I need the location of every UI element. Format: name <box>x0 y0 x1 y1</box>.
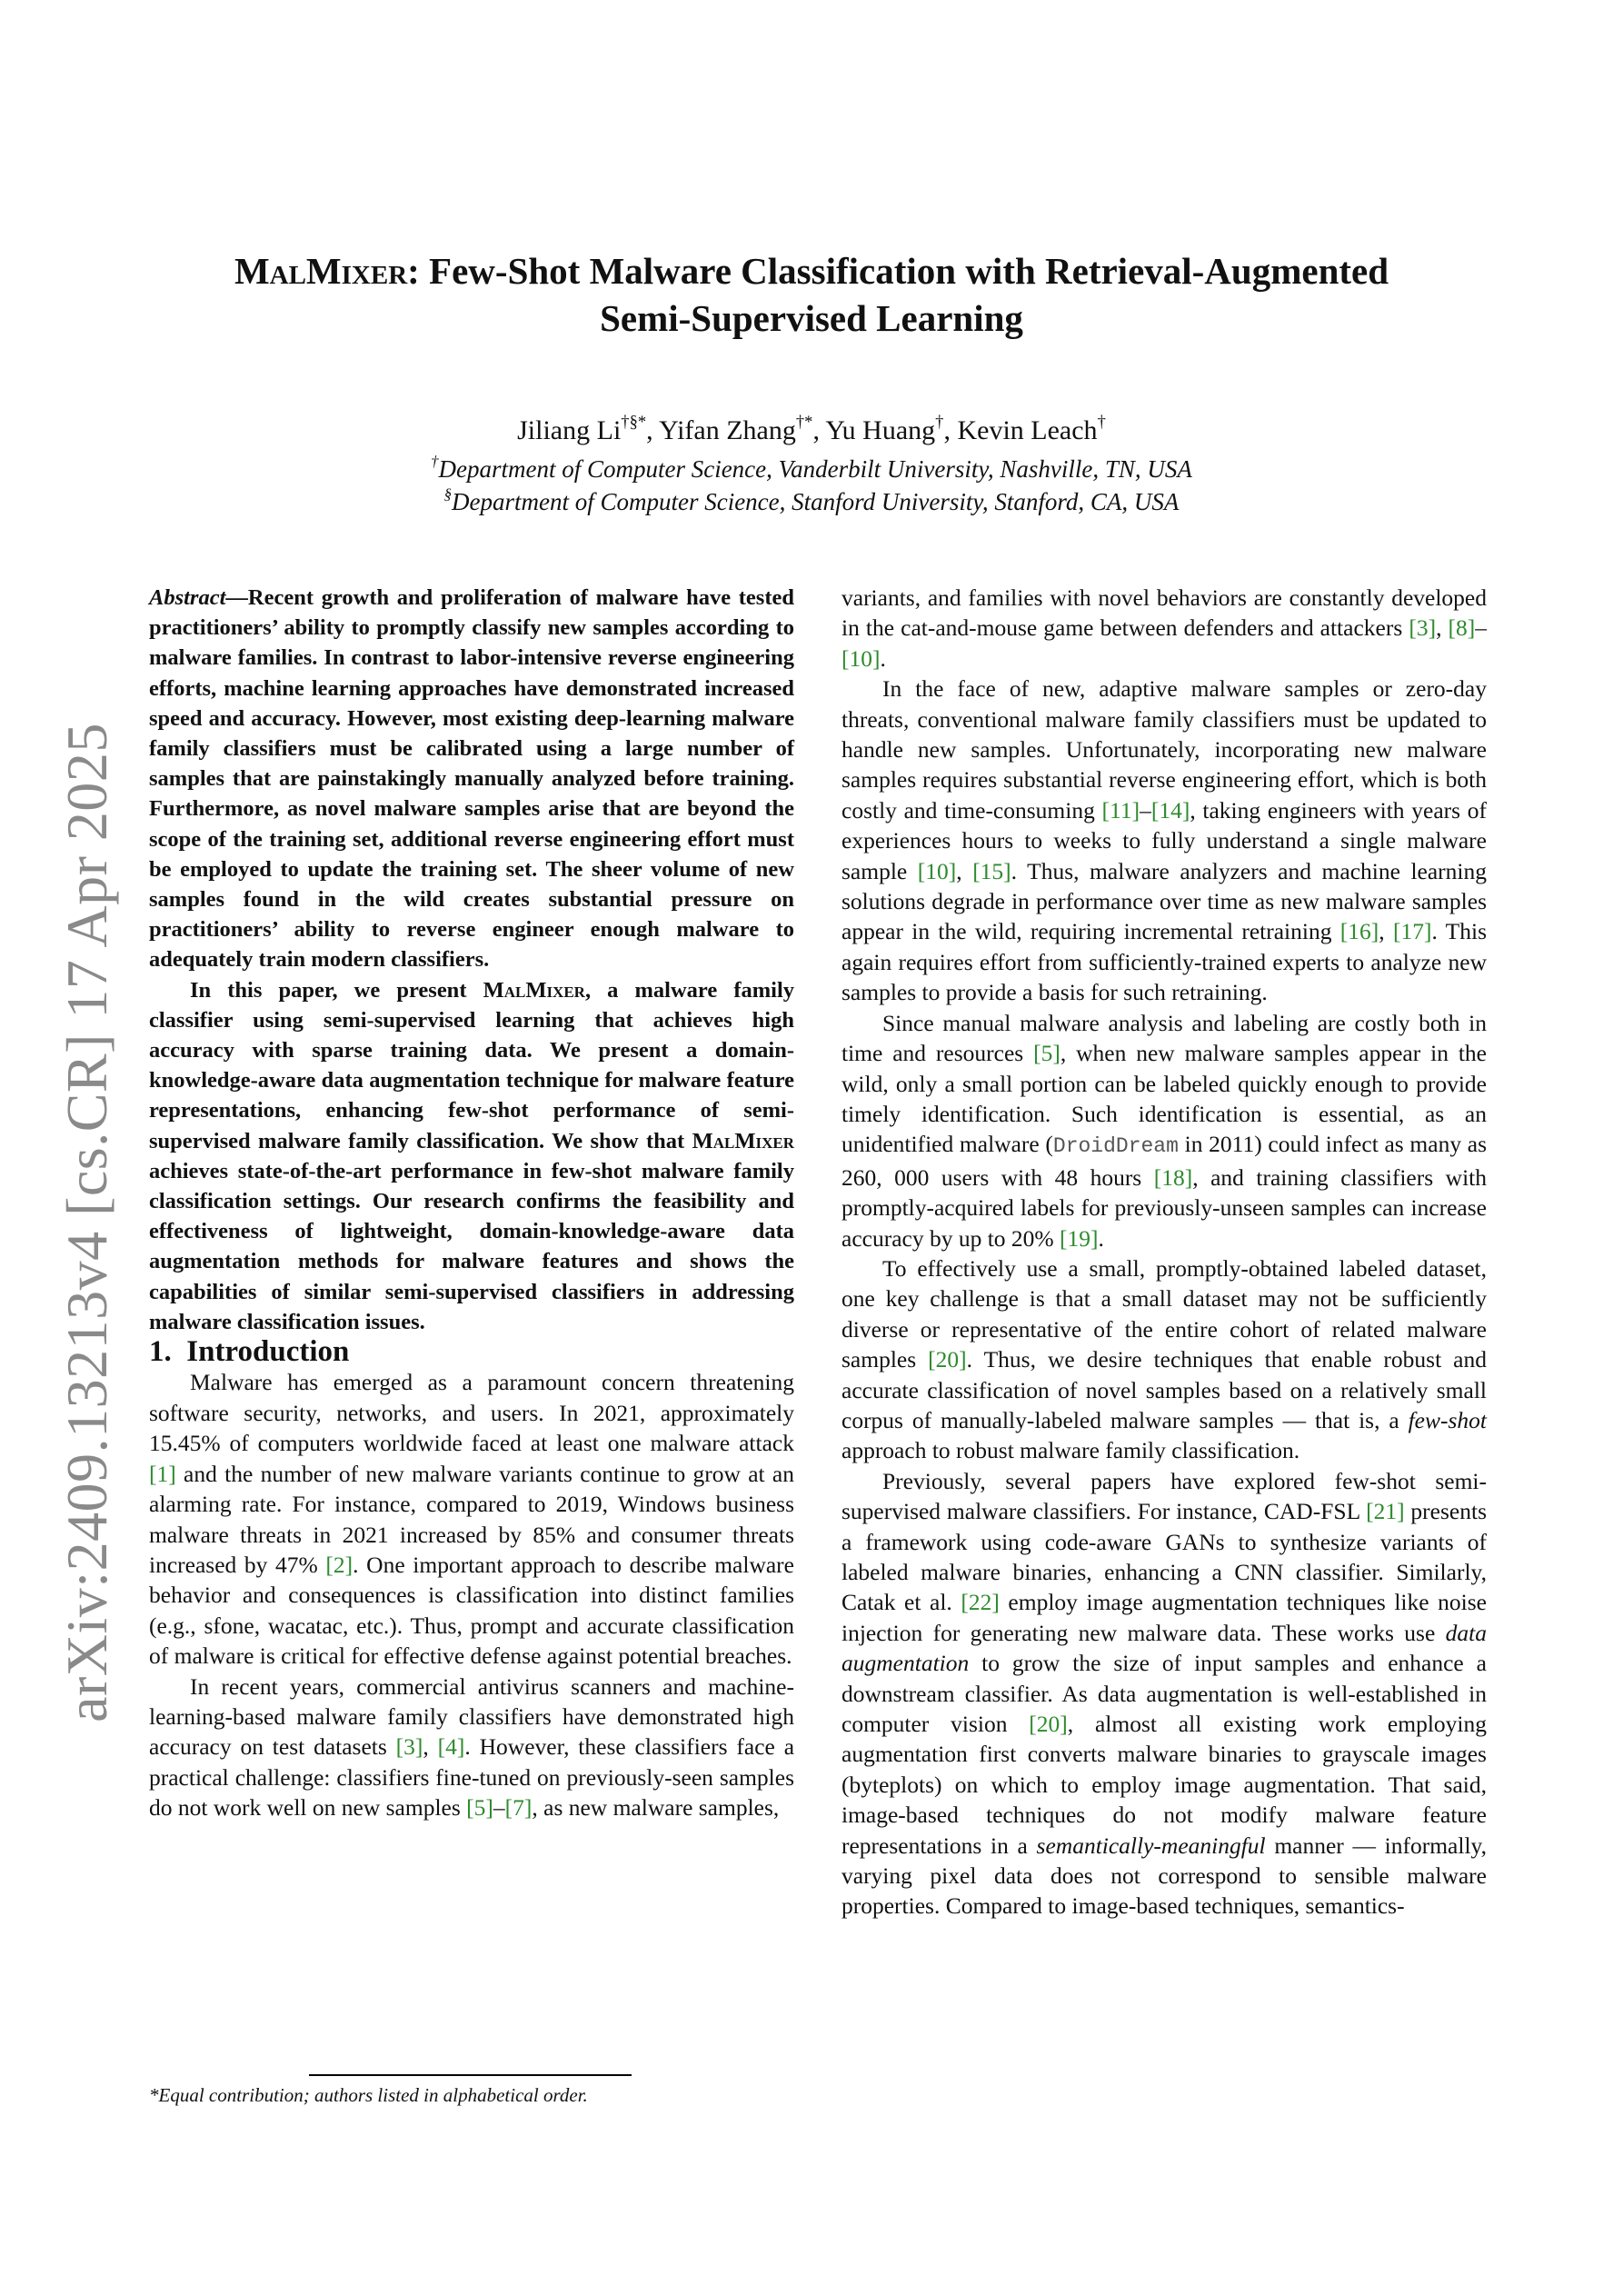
body-text: , <box>1379 918 1393 945</box>
abstract-text: In this paper, we present <box>190 977 483 1003</box>
body-text: , <box>1436 614 1449 642</box>
body-text: . Thus, malware analyzers and machine learning solutions degrade in performance over time as new malware samples appear in the wild, requiring incremental retraining <box>841 857 1487 945</box>
body-text: Previously, several papers have explored few-shot semi-supervised malware classifiers. For instance, CAD-FSL <box>841 1467 1487 1525</box>
abstract-label: Abstract <box>149 585 226 610</box>
abstract-text: —Recent growth and proliferation of malware have tested practitioners’ ability to promptly classify new samples according to malware families. In contrast to labor-intensive reverse engineering efforts, machine learning approaches have demonstrated increased speed and accuracy. However, most existing deep-learning malware family classifiers must be calibrated using a large number of samples that are painstakingly manually analyzed before training. Furthermore, as novel malware samples arise that are beyond the scope of the training set, additional reverse engineering effort must be employed to update the training set. The sheer volume of new samples found in the wild creates substantial pressure on practitioners’ ability to reverse engineer enough malware to adequately train modern classifiers. <box>149 585 794 973</box>
citation-link[interactable]: [22] <box>961 1589 1000 1616</box>
body-text: , and training classifiers with promptly-acquired labels for previously-unseen samples can increase accuracy by up to 20% <box>841 1163 1487 1252</box>
author-mark: † <box>935 413 944 433</box>
body-paragraph <box>149 1672 794 1823</box>
body-text: , <box>956 857 973 884</box>
citation-link[interactable]: [5] <box>466 1794 493 1822</box>
author-separator: , <box>646 415 660 445</box>
citation-link[interactable]: [8] <box>1448 614 1476 642</box>
body-text: , almost all existing work employing augmentation first converts malware binaries to grayscale images (byteplots) on which to employ image augmentation. That said, image-based techniques do not modify malware feature representations in a <box>841 1711 1487 1859</box>
author-mark: † <box>1097 413 1106 433</box>
citation-link[interactable]: [1] <box>149 1460 176 1487</box>
affiliation-vanderbilt <box>145 453 1478 485</box>
citation-link[interactable]: [20] <box>928 1346 967 1373</box>
section-heading <box>149 1337 794 1367</box>
body-text: and the number of new malware variants continue to grow at an alarming rate. For instance, compared to 2019, Windows business malware threats in 2021 increased by 85% and consumer threats increased by 47% <box>149 1460 794 1578</box>
emphasis-text: semantically-meaningful <box>1036 1832 1266 1859</box>
author-mark: †§* <box>621 413 647 433</box>
arxiv-stamp <box>45 718 129 1727</box>
body-text: , when new malware samples appear in the wild, only a small portion can be labeled quickly enough to provide timely identification. Such identification is essential, as an unidentified malware ( <box>841 1040 1487 1158</box>
citation-link[interactable]: [18] <box>1153 1163 1193 1191</box>
author-separator: , <box>943 415 958 445</box>
author-name: Jiliang Li <box>517 415 622 445</box>
left-column <box>149 583 794 1823</box>
title-line2: Semi-Supervised Learning <box>600 297 1023 339</box>
citation-link[interactable]: [3] <box>395 1733 423 1761</box>
citation-link[interactable]: [19] <box>1060 1224 1099 1252</box>
right-column <box>841 583 1487 1922</box>
citation-link[interactable]: [21] <box>1366 1498 1405 1525</box>
body-text: , <box>423 1733 438 1761</box>
body-paragraph <box>841 1253 1487 1466</box>
abstract-paragraph <box>149 583 794 975</box>
citation-link[interactable]: [15] <box>972 857 1011 884</box>
author-list <box>145 414 1478 448</box>
body-text: to grow the size of input samples and enhance a downstream classifier. As data augmentation is well-established in computer vision <box>841 1650 1487 1738</box>
body-text: presents a framework using code-aware GANs to synthesize variants of labeled malware binaries, enhancing a CNN classifier. Similarly, Catak et al. <box>841 1498 1487 1616</box>
body-text: Malware has emerged as a paramount concern threatening software security, networks, and users. In 2021, approximately 15.45% of computers worldwide faced at least one malware attack <box>149 1369 794 1457</box>
body-text: variants, and families with novel behaviors are constantly developed in the cat-and-mouse game between defenders and attackers <box>841 584 1487 642</box>
code-text: DroidDream <box>1052 1134 1179 1159</box>
body-text: . <box>1098 1224 1104 1252</box>
affiliation-text: Department of Computer Science, Stanford University, Stanford, CA, USA <box>451 488 1180 515</box>
abstract-paragraph <box>149 975 794 1337</box>
author-mark: †* <box>795 413 813 433</box>
body-text: Since manual malware analysis and labeling are costly both in time and resources <box>841 1009 1487 1067</box>
citation-link[interactable]: [10] <box>917 857 957 884</box>
body-text: . <box>880 644 886 672</box>
citation-link[interactable]: [3] <box>1409 614 1437 642</box>
body-text: – <box>1475 614 1487 642</box>
body-paragraph <box>841 674 1487 1007</box>
body-text: . One important approach to describe malware behavior and consequences is classification into distinct families (e.g., sfone, wacatac, etc.). Thus, prompt and accurate classification of malware is critical for effective defense against potential breaches. <box>149 1551 794 1670</box>
affiliation-text: Department of Computer Science, Vanderbilt University, Nashville, TN, USA <box>438 455 1192 483</box>
author-name: Kevin Leach <box>957 415 1098 445</box>
citation-link[interactable]: [14] <box>1150 796 1190 824</box>
body-text: employ image augmentation techniques like noise injection for generating new malware data. These works use <box>841 1589 1487 1646</box>
body-text: – <box>1140 796 1151 824</box>
author-name: Yu Huang <box>825 415 936 445</box>
citation-link[interactable]: [17] <box>1392 918 1432 945</box>
citation-link[interactable]: [5] <box>1033 1040 1060 1067</box>
emphasis-text: data augmentation <box>841 1619 1487 1677</box>
footnote: *Equal contribution; authors listed in alphabetical order. <box>149 2084 588 2106</box>
citation-link[interactable]: [10] <box>841 644 881 672</box>
body-text: In recent years, commercial antivirus scanners and machine-learning-based malware family classifiers have demonstrated high accuracy on test datasets <box>149 1672 794 1761</box>
citation-link[interactable]: [2] <box>325 1551 353 1578</box>
author-separator: , <box>812 415 826 445</box>
affiliation-mark: † <box>431 453 439 471</box>
footnote-rule <box>309 2074 632 2076</box>
body-text: manner — informally, varying pixel data does not correspond to sensible malware properties. Compared to image-based techniques, semantics- <box>841 1832 1487 1920</box>
citation-link[interactable]: [20] <box>1029 1711 1068 1738</box>
affiliation-stanford <box>145 485 1478 518</box>
citation-link[interactable]: [16] <box>1339 918 1379 945</box>
body-paragraph <box>841 1466 1487 1922</box>
body-text: – <box>493 1794 505 1822</box>
body-text: , taking engineers with years of experiences hours to weeks to fully understand a single malware sample <box>841 796 1487 884</box>
paper-title <box>145 247 1478 342</box>
body-text: . However, these classifiers face a practical challenge: classifiers fine-tuned on previously-seen samples do not work well on new samples <box>149 1733 795 1822</box>
citation-link[interactable]: [11] <box>1101 796 1140 824</box>
body-text: approach to robust malware family classification. <box>841 1437 1300 1464</box>
body-paragraph <box>149 1367 794 1671</box>
abstract-text: achieves state-of-the-art performance in few-shot malware family classification settings. Our research confirms the feasibility and effectiveness of lightweight, domain-knowledge-aware data augmentation methods for malware features and shows the capabilities of similar semi-supervised classifiers in addressing malware classification issues. <box>149 1158 794 1334</box>
abstract-text: , a malware family classifier using semi-supervised learning that achieves high accuracy with sparse training data. We present a domain-knowledge-aware data augmentation technique for malware feature representations, enhancing few-shot performance of semi-supervised malware family classification. We show that <box>149 977 794 1153</box>
affiliation-mark: § <box>443 485 452 504</box>
body-text: . This again requires effort from sufficiently-trained experts to analyze new samples to provide a basis for such retraining. <box>841 918 1487 1006</box>
system-name: MalMixer <box>234 250 408 292</box>
citation-link[interactable]: [7] <box>504 1794 533 1822</box>
citation-link[interactable]: [4] <box>437 1733 465 1761</box>
author-name: Yifan Zhang <box>659 415 796 445</box>
body-text: . Thus, we desire techniques that enable robust and accurate classification of novel samples based on a relatively small corpus of manually-labeled malware samples — that is, a <box>841 1346 1487 1433</box>
arxiv-identifier: arXiv:2409.13213v4 [cs.CR] 17 Apr 2025 <box>55 723 119 1722</box>
emphasis-text: few-shot <box>1408 1406 1487 1433</box>
body-text: , as new malware samples, <box>532 1794 780 1822</box>
system-name: MalMixer <box>483 977 585 1003</box>
section-title: Introduction <box>186 1335 350 1369</box>
body-paragraph <box>841 583 1487 674</box>
body-paragraph <box>841 1008 1487 1253</box>
system-name: MalMixer <box>692 1128 794 1153</box>
title-line1: : Few-Shot Malware Classification with Retrieval-Augmented <box>407 250 1389 292</box>
body-text: In the face of new, adaptive malware samples or zero-day threats, conventional malware family classifiers must be updated to handle new samples. Unfortunately, incorporating new malware samples requires substantial reverse engineering effort, which is both costly and time-consuming <box>841 675 1487 824</box>
body-text: in 2011) could infect as many as 260, 000 users with 48 hours <box>841 1131 1487 1191</box>
body-text: To effectively use a small, promptly-obtained labeled dataset, one key challenge is that a small dataset may not be sufficiently diverse or representative of the entire cohort of related malware samples <box>841 1254 1487 1373</box>
section-number: 1. <box>149 1335 172 1369</box>
abstract <box>149 583 794 1337</box>
